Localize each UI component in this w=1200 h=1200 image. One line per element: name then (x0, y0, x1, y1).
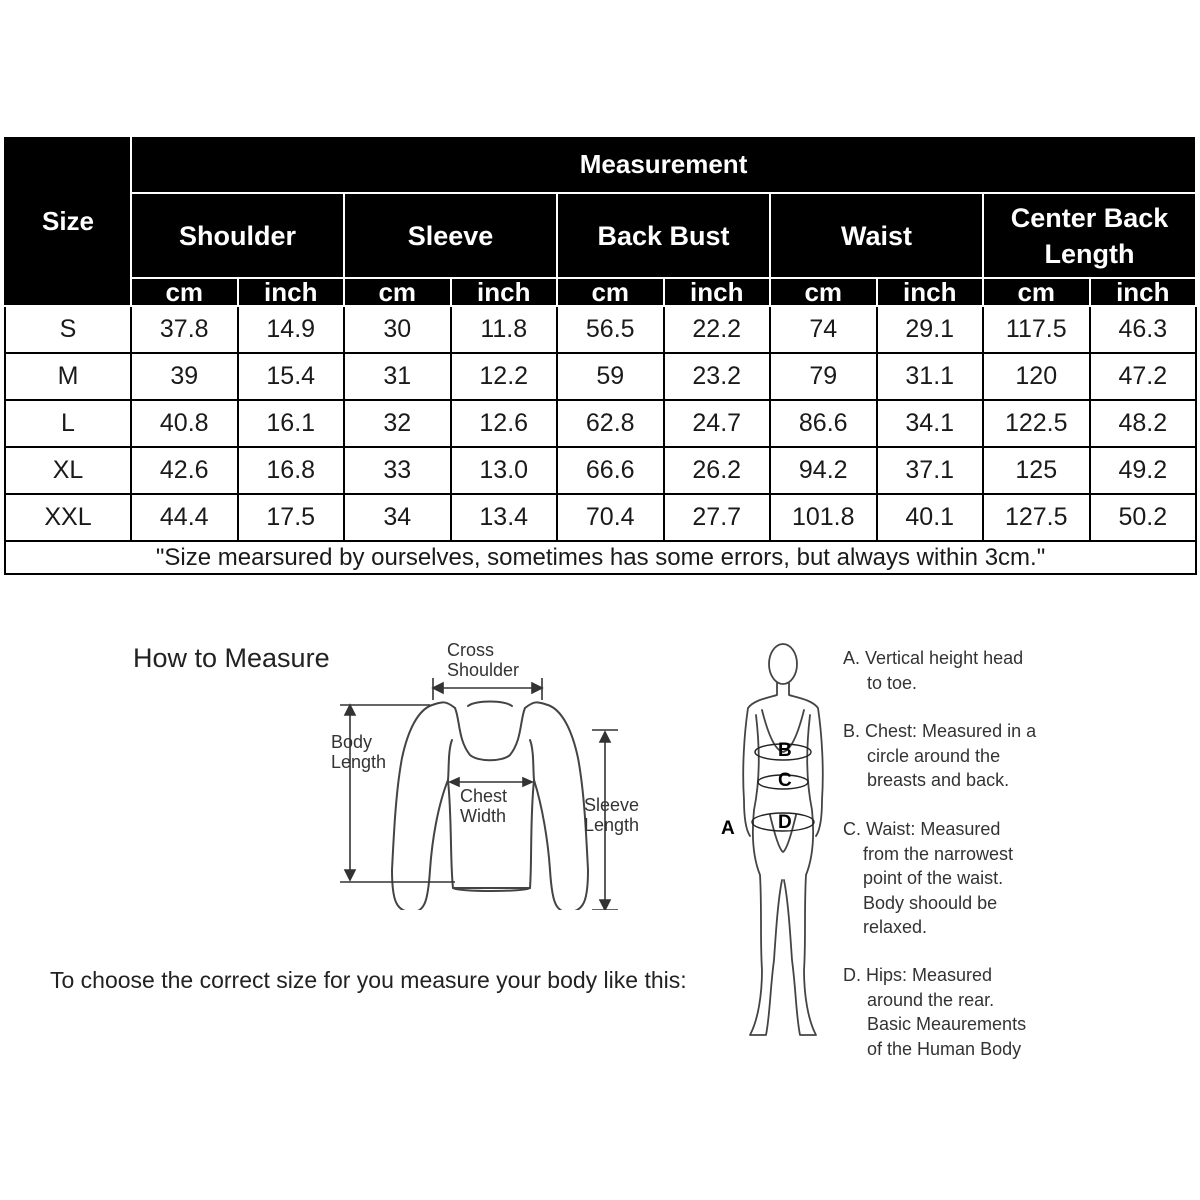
value-cell: 31.1 (877, 353, 984, 400)
value-cell: 127.5 (983, 494, 1090, 541)
value-cell: 24.7 (664, 400, 771, 447)
body-label-c: C (778, 770, 792, 791)
unit-header: inch (451, 278, 558, 306)
note-line: from the narrowest (863, 843, 1014, 864)
value-cell: 70.4 (557, 494, 664, 541)
sleeve-header: Sleeve (344, 193, 557, 278)
value-cell: 14.9 (238, 306, 345, 353)
value-cell: 86.6 (770, 400, 877, 447)
note-line: C. Waist: Measured (843, 819, 1001, 839)
size-cell: S (5, 306, 131, 353)
value-cell: 12.6 (451, 400, 558, 447)
value-cell: 122.5 (983, 400, 1090, 447)
cross-shoulder-label (447, 640, 519, 680)
value-cell: 13.4 (451, 494, 558, 541)
table-row (5, 400, 1196, 447)
table-row (5, 447, 1196, 494)
unit-header: cm (770, 278, 877, 306)
table-note-row (5, 541, 1196, 574)
label-line: Sleeve (584, 795, 640, 815)
value-cell: 23.2 (664, 353, 771, 400)
chest-width-label (460, 786, 507, 826)
label-line: Body (331, 732, 373, 752)
note-line: A. Vertical height head (843, 648, 1024, 668)
body-label-d: D (778, 812, 792, 833)
value-cell: 33 (344, 447, 451, 494)
value-cell: 101.8 (770, 494, 877, 541)
note-c-waist (843, 817, 1013, 940)
center-back-length-header: Center Back Length (983, 193, 1196, 278)
size-chart-table (4, 135, 1197, 575)
note-line: relaxed. (863, 917, 928, 937)
value-cell: 120 (983, 353, 1090, 400)
value-cell: 117.5 (983, 306, 1090, 353)
unit-header: inch (238, 278, 345, 306)
value-cell: 11.8 (451, 306, 558, 353)
value-cell: 59 (557, 353, 664, 400)
value-cell: 31 (344, 353, 451, 400)
value-cell: 37.8 (131, 306, 238, 353)
value-cell: 62.8 (557, 400, 664, 447)
unit-header: cm (131, 278, 238, 306)
value-cell: 34 (344, 494, 451, 541)
label-line: Cross (447, 640, 495, 660)
value-cell: 50.2 (1090, 494, 1197, 541)
value-cell: 47.2 (1090, 353, 1197, 400)
value-cell: 48.2 (1090, 400, 1197, 447)
note-line: around the rear. (867, 989, 995, 1010)
size-column-header: Size (5, 136, 131, 306)
value-cell: 27.7 (664, 494, 771, 541)
value-cell: 29.1 (877, 306, 984, 353)
value-cell: 56.5 (557, 306, 664, 353)
value-cell: 40.1 (877, 494, 984, 541)
size-cell: XXL (5, 494, 131, 541)
note-line: circle around the (867, 745, 1001, 766)
note-b-chest (843, 719, 1036, 793)
value-cell: 125 (983, 447, 1090, 494)
body-label-a: A (721, 818, 735, 839)
note-line: to toe. (867, 672, 918, 693)
note-line: Basic Meaurements (867, 1014, 1027, 1034)
value-cell: 44.4 (131, 494, 238, 541)
unit-header: cm (557, 278, 664, 306)
table-row (5, 494, 1196, 541)
value-cell: 46.3 (1090, 306, 1197, 353)
note-line: D. Hips: Measured (843, 965, 993, 985)
value-cell: 94.2 (770, 447, 877, 494)
value-cell: 79 (770, 353, 877, 400)
unit-header: inch (664, 278, 771, 306)
body-length-label (331, 732, 386, 772)
how-to-measure-title: How to Measure (133, 643, 330, 673)
value-cell: 74 (770, 306, 877, 353)
sleeve-length-label (584, 795, 639, 835)
table-row (5, 353, 1196, 400)
waist-header: Waist (770, 193, 983, 278)
note-a-height (843, 646, 1023, 695)
note-line: of the Human Body (867, 1038, 1022, 1059)
value-cell: 15.4 (238, 353, 345, 400)
label-line: Chest (460, 786, 508, 806)
note-line: breasts and back. (867, 770, 1010, 790)
value-cell: 16.1 (238, 400, 345, 447)
table-row (5, 306, 1196, 353)
choose-size-instruction: To choose the correct size for you measure your body like this: (50, 967, 687, 993)
value-cell: 66.6 (557, 447, 664, 494)
label-line: Length (331, 752, 387, 772)
label-line: Length (584, 815, 640, 835)
label-line: Width (460, 806, 507, 826)
value-cell: 13.0 (451, 447, 558, 494)
body-measurement-figure (732, 640, 842, 1040)
back-bust-header: Back Bust (557, 193, 770, 278)
value-cell: 42.6 (131, 447, 238, 494)
body-label-b: B (778, 740, 792, 761)
unit-header: cm (344, 278, 451, 306)
unit-header: inch (1090, 278, 1197, 306)
size-cell: XL (5, 447, 131, 494)
unit-header: inch (877, 278, 984, 306)
size-cell: M (5, 353, 131, 400)
value-cell: 49.2 (1090, 447, 1197, 494)
value-cell: 30 (344, 306, 451, 353)
value-cell: 16.8 (238, 447, 345, 494)
measurement-group-header: Measurement (131, 136, 1196, 193)
note-line: Body shoould be (863, 892, 998, 913)
note-d-hips (843, 963, 1026, 1061)
value-cell: 34.1 (877, 400, 984, 447)
value-cell: 39 (131, 353, 238, 400)
value-cell: 17.5 (238, 494, 345, 541)
note-line: point of the waist. (863, 868, 1004, 888)
value-cell: 32 (344, 400, 451, 447)
label-line: Shoulder (447, 660, 520, 680)
measurement-disclaimer: "Size mearsured by ourselves, sometimes has some errors, but always within 3cm." (5, 541, 1196, 574)
value-cell: 22.2 (664, 306, 771, 353)
value-cell: 26.2 (664, 447, 771, 494)
note-line: B. Chest: Measured in a (843, 721, 1037, 741)
shoulder-header: Shoulder (131, 193, 344, 278)
value-cell: 37.1 (877, 447, 984, 494)
size-cell: L (5, 400, 131, 447)
value-cell: 40.8 (131, 400, 238, 447)
unit-header: cm (983, 278, 1090, 306)
value-cell: 12.2 (451, 353, 558, 400)
